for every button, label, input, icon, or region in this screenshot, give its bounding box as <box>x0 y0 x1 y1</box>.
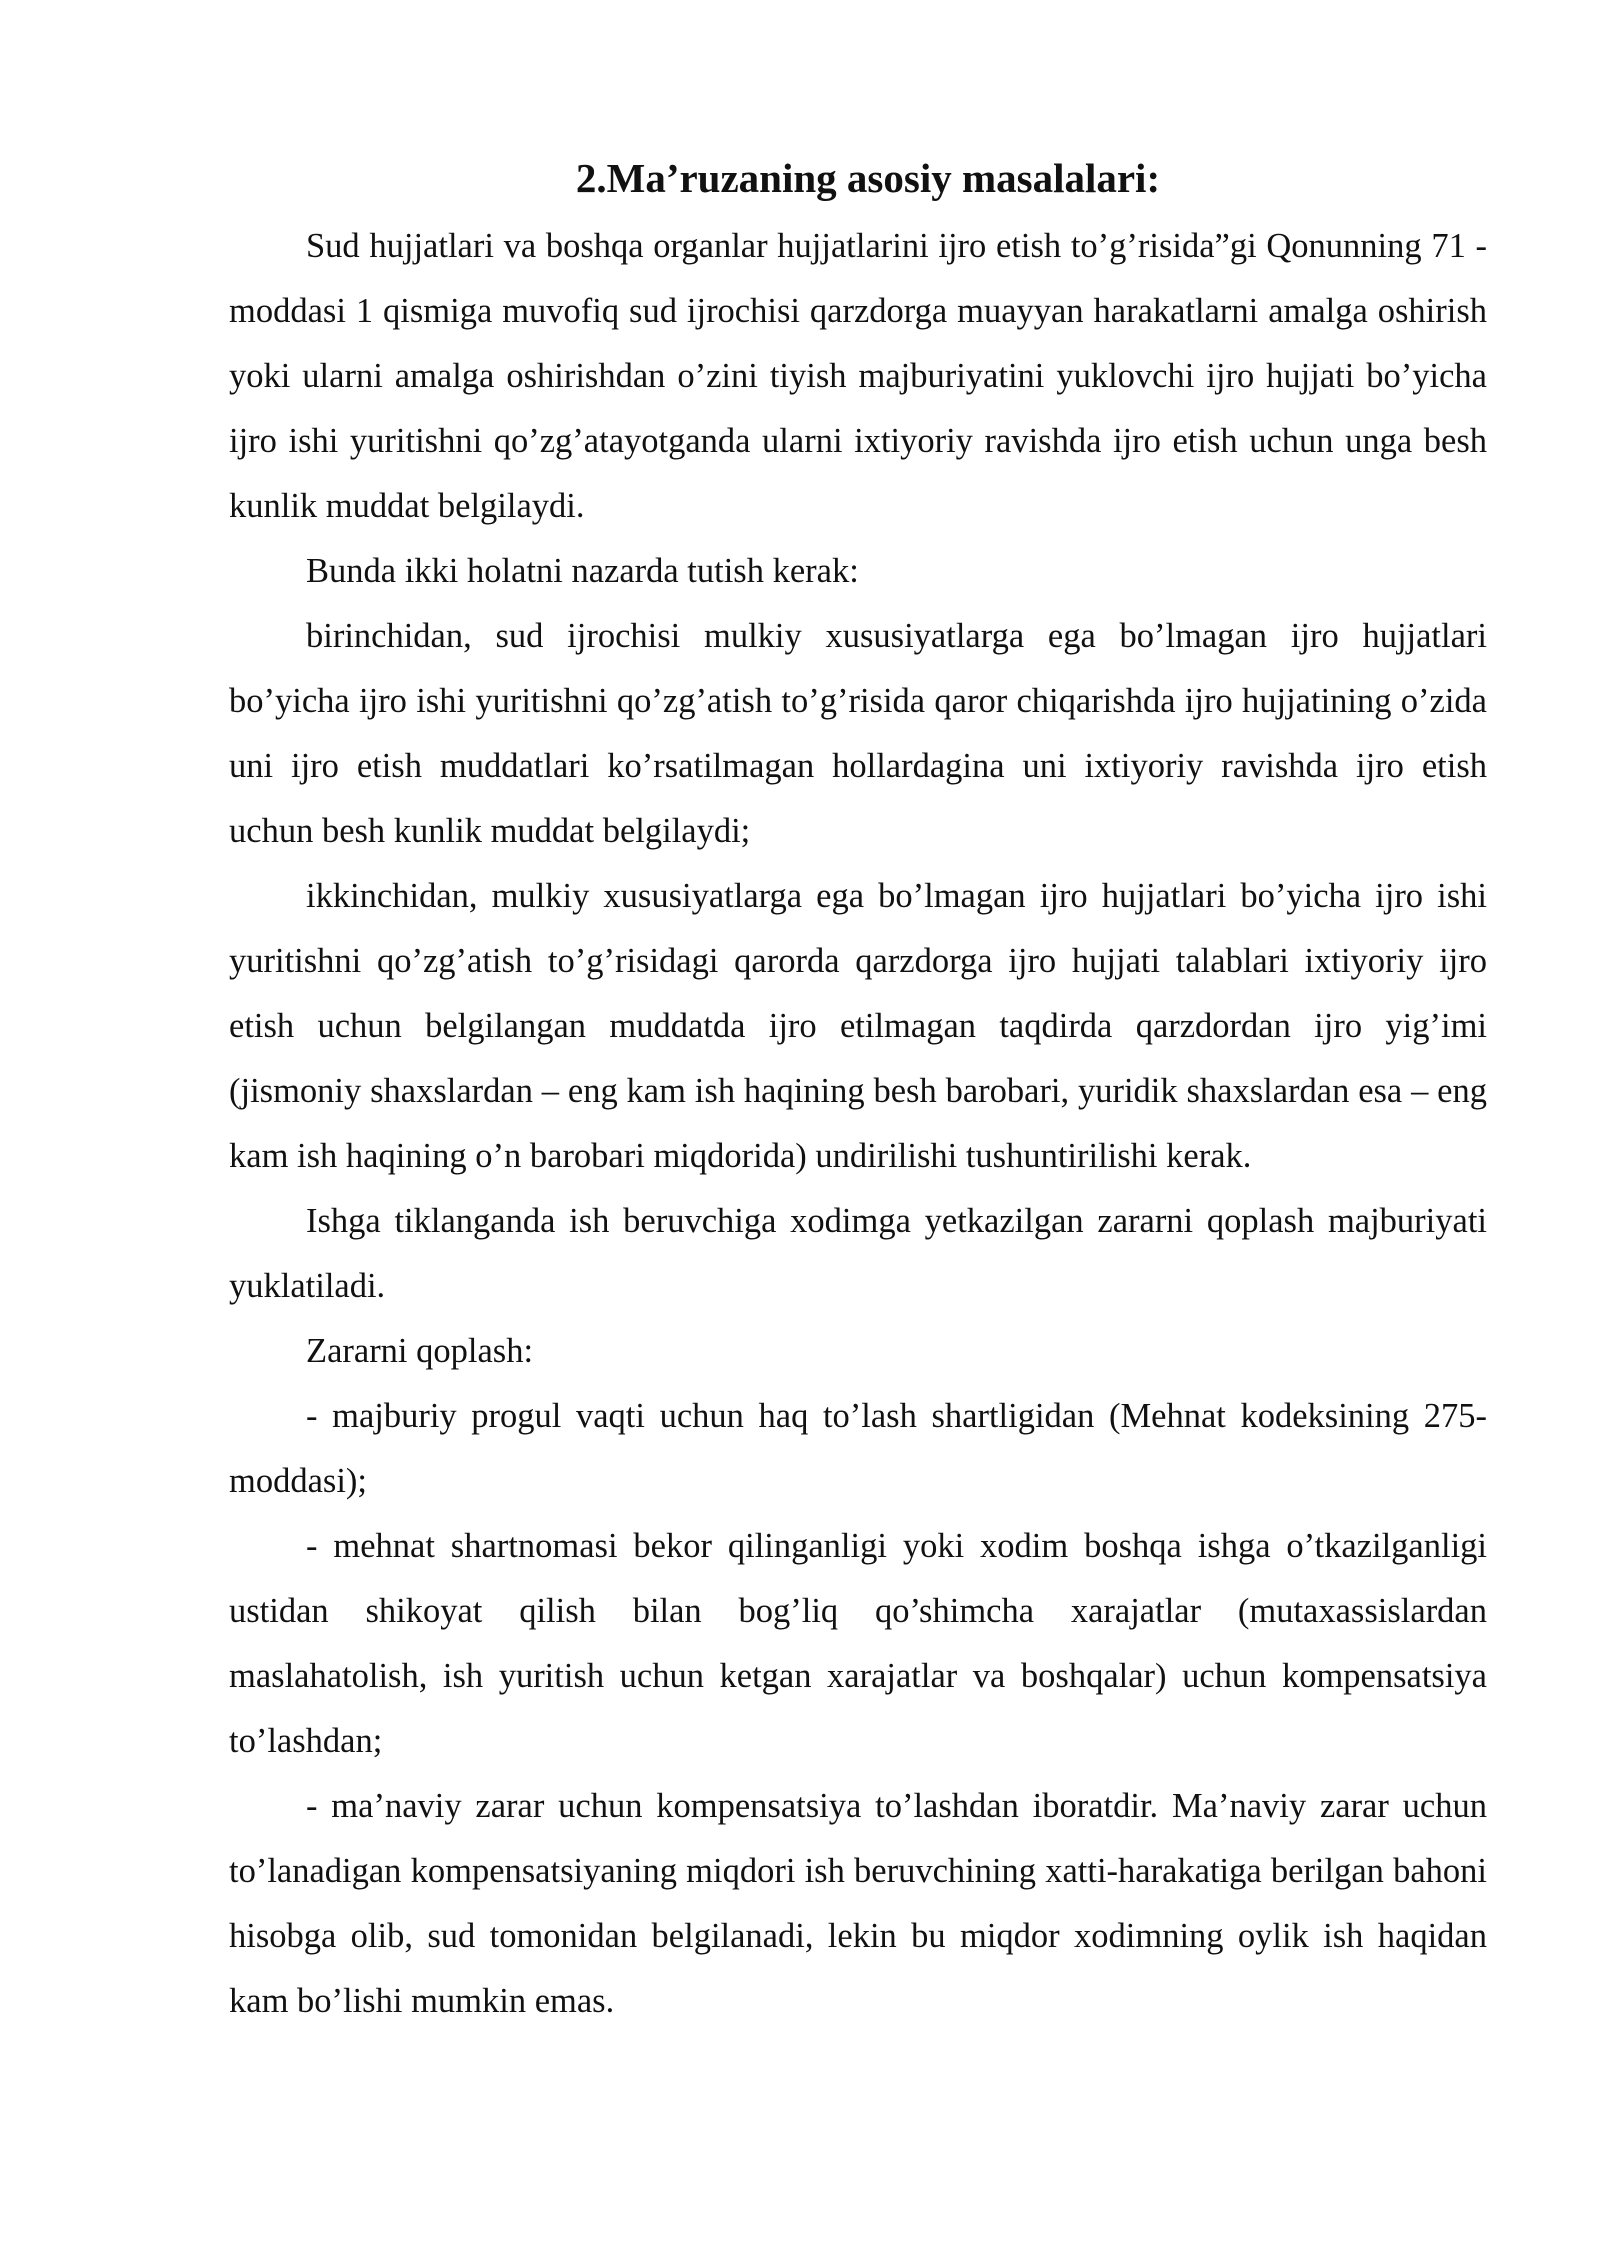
paragraph-second-case: ikkinchidan, mulkiy xususiyatlarga ega bo’lmagan ijro hujjatlari bo’yicha ijro ishi yuritishni qo’zg’atish to’g’risidagi qarorda qarzdorga ijro hujjati talablari ixtiyoriy ijro etish uchun belgilangan muddatda ijro etilmagan taqdirda qarzdordan ijro yig’imi (jismoniy shaxslardan – eng kam ish haqining besh barobari, yuridik shaxslardan esa – eng kam ish haqining o’n barobari miqdorida) undirilishi tushuntirilishi kerak. <box>229 877 1487 1175</box>
list-item-extra-expenses: - mehnat shartnomasi bekor qilinganligi yoki xodim boshqa ishga o’tkazilganligi ustidan shikoyat qilish bilan bog’liq qo’shimcha xarajatlar (mutaxassislardan maslahatolish, ish yuritish uchun ketgan xarajatlar va boshqalar) uchun kompensatsiya to’lashdan; <box>229 1527 1487 1760</box>
paragraph-two-cases: Bunda ikki holatni nazarda tutish kerak: <box>306 552 859 590</box>
paragraph-reinstatement: Ishga tiklanganda ish beruvchiga xodimga yetkazilgan zararni qoplash majburiyati yuklatiladi. <box>229 1202 1487 1305</box>
paragraph-compensation-heading: Zararni qoplash: <box>306 1332 534 1370</box>
paragraph-first-case: birinchidan, sud ijrochisi mulkiy xususiyatlarga ega bo’lmagan ijro hujjatlari bo’yicha ijro ishi yuritishni qo’zg’atish to’g’risida qaror chiqarishda ijro hujjatining o’zida uni ijro etish muddatlari ko’rsatilmagan hollardagina uni ixtiyoriy ravishda ijro etish uchun besh kunlik muddat belgilaydi; <box>229 617 1487 850</box>
section-title: 2.Ma’ruzaning asosiy masalalari: <box>575 155 1161 201</box>
list-item-moral-damage: - ma’naviy zarar uchun kompensatsiya to’lashdan iboratdir. Ma’naviy zarar uchun to’lanadigan kompensatsiyaning miqdori ish beruvchining xatti-harakatiga berilgan bahoni hisobga olib, sud tomonidan belgilanadi, lekin bu miqdor xodimning oylik ish haqidan kam bo’lishi mumkin emas. <box>229 1787 1487 2020</box>
paragraph-intro: Sud hujjatlari va boshqa organlar hujjatlarini ijro etish to’g’risida”gi Qonunning 71 - moddasi 1 qismiga muvofiq sud ijrochisi qarzdorga muayyan harakatlarni amalga oshirish yoki ularni amalga oshirishdan o’zini tiyish majburiyatini yuklovchi ijro hujjati bo’yicha ijro ishi yuritishni qo’zg’atayotganda ularni ixtiyoriy ravishda ijro etish uchun unga besh kunlik muddat belgilaydi. <box>229 227 1487 525</box>
document-body <box>229 150 1487 2034</box>
list-item-forced-absence: - majburiy progul vaqti uchun haq to’lash shartligidan (Mehnat kodeksining 275-moddasi); <box>229 1397 1487 1500</box>
